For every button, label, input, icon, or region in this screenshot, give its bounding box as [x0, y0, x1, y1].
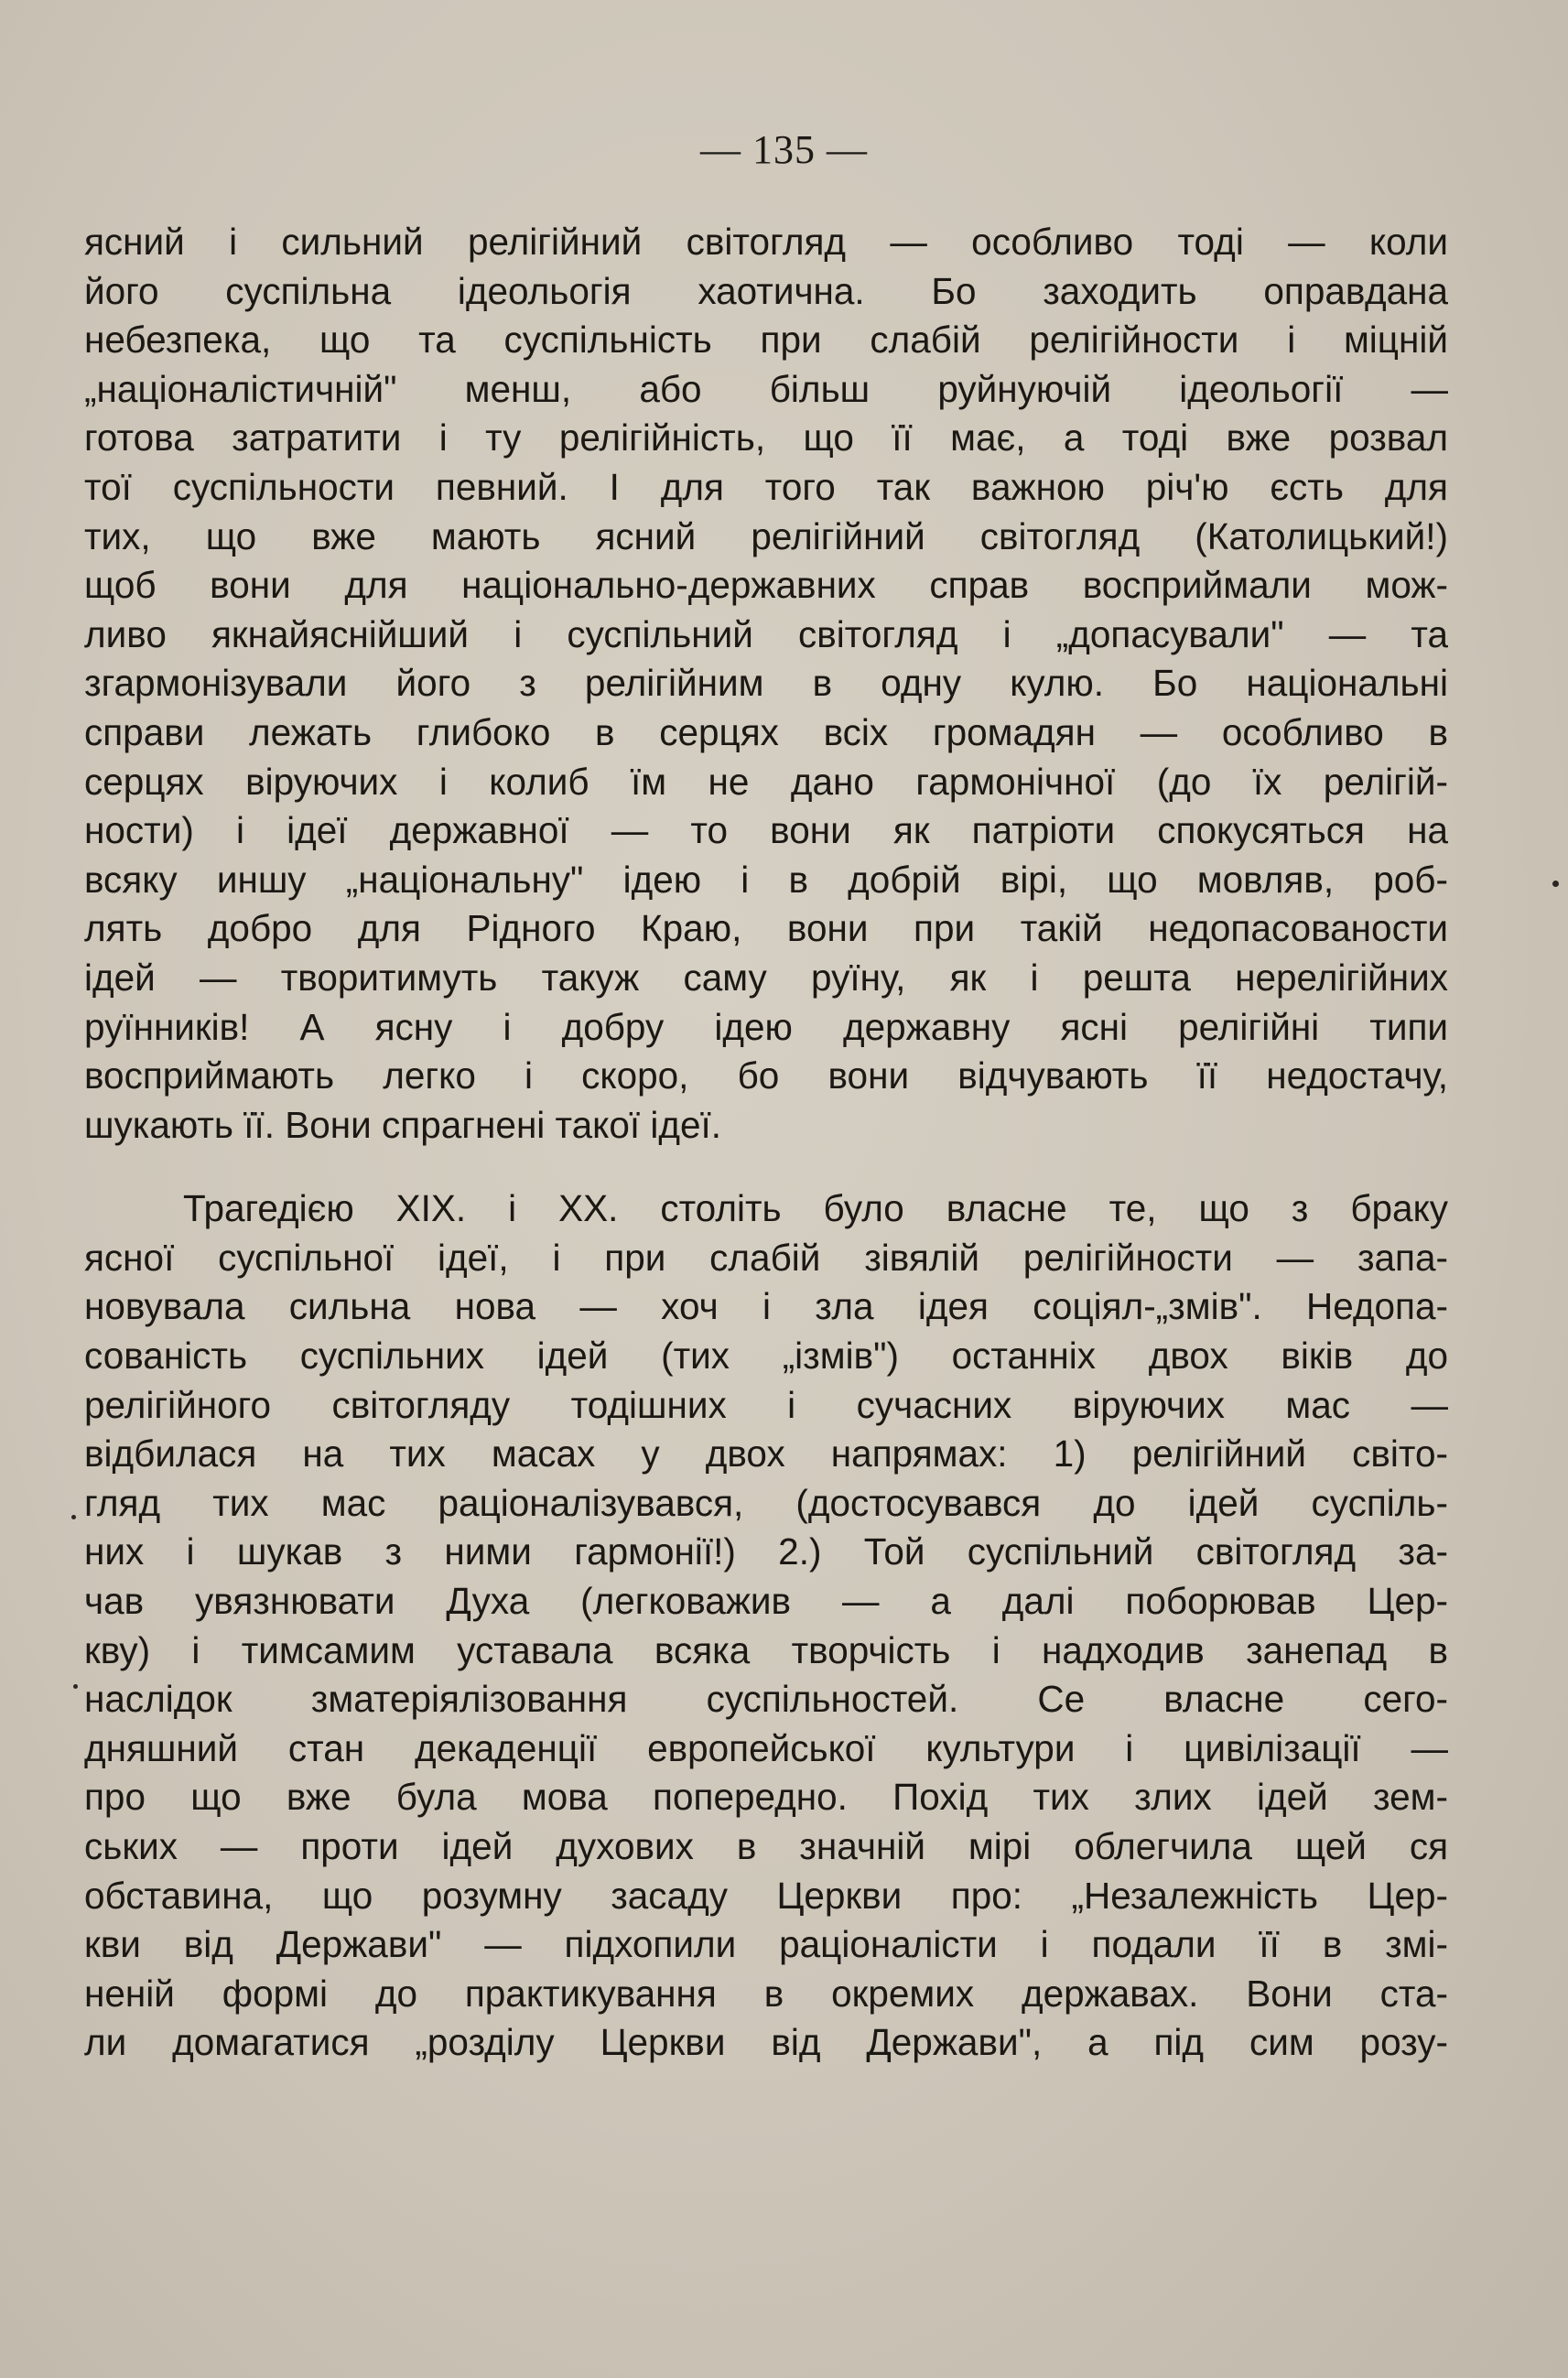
text-line: шукають її. Вони спрагнені такої ідеї. — [84, 1103, 722, 1146]
text-line: лять добро для Рідного Краю, вони при такій недопасованости — [84, 907, 1448, 950]
text-line: ясної суспільної ідеї, і при слабій зівялій релігійности — запа- — [84, 1236, 1448, 1279]
ink-speck — [73, 1684, 78, 1689]
text-line: ности) і ідеї державної — то вони як патріоти спокусяться на — [84, 809, 1448, 852]
paragraph-1 — [84, 218, 1448, 1150]
text-line: всяку иншу „національну" ідею і в добрій вірі, що мовляв, роб- — [84, 858, 1448, 901]
text-line: гляд тих мас раціоналізувався, (достосувався до ідей суспіль- — [84, 1481, 1448, 1524]
text-line: неній формі до практикування в окремих державах. Вони ста- — [84, 1972, 1448, 2015]
text-line: „націоналістичній" менш, або більш руйнуючій ідеольогії — — [84, 367, 1448, 410]
text-line: наслідок зматеріялізовання суспільностей. Се власне сего- — [84, 1678, 1448, 1721]
text-line: згармонізували його з релігійним в одну кулю. Бо національні — [84, 662, 1448, 705]
text-line: небезпека, що та суспільність при слабій релігійности і міцній — [84, 319, 1448, 362]
text-line: релігійного світогляду тодішних і сучасних віруючих мас — — [84, 1383, 1448, 1426]
text-line: новувала сильна нова — хоч і зла ідея соціял-„змів". Недопа- — [84, 1285, 1448, 1328]
text-line: восприймають легко і скоро, бо вони відчувають її недостачу, — [84, 1054, 1448, 1097]
text-line: щоб вони для національно-державних справ восприймали мож- — [84, 564, 1448, 607]
text-line: відбилася на тих масах у двох напрямах: 1) релігійний світо- — [84, 1432, 1448, 1475]
ink-speck — [71, 1515, 76, 1519]
text-line: ідей — творитимуть такуж саму руїну, як і решта нерелігійних — [84, 956, 1448, 999]
text-line: обставина, що розумну засаду Церкви про: „Незалежність Цер- — [84, 1874, 1448, 1917]
text-line: дняшний стан декаденції европейської культури і цивілізації — — [84, 1726, 1448, 1769]
paragraph-2 — [84, 1184, 1448, 2068]
text-line: серцях віруючих і колиб їм не дано гармонічної (до їх релігій- — [84, 760, 1448, 803]
body-text — [84, 218, 1448, 2068]
page-number: — 135 — — [700, 127, 868, 172]
text-line: тих, що вже мають ясний релігійний світогляд (Католицький!) — [84, 514, 1448, 557]
paragraph-gap — [84, 1150, 1448, 1184]
text-line: сованість суспільних ідей (тих „ізмів") останніх двох віків до — [84, 1335, 1448, 1378]
text-line: кви від Держави" — підхопили раціоналісти і подали її в змі- — [84, 1923, 1448, 1966]
text-line: руїнників! А ясну і добру ідею державну ясні релігійні типи — [84, 1005, 1448, 1048]
text-line: ливо якнайяснійший і суспільний світогляд і „допасували" — та — [84, 612, 1448, 655]
text-line: Трагедією XIX. і XX. століть було власне те, що з браку — [183, 1187, 1448, 1230]
text-line: його суспільна ідеольогія хаотична. Бо заходить оправдана — [84, 269, 1448, 312]
text-line: кву) і тимсамим уставала всяка творчість і надходив занепад в — [84, 1628, 1448, 1671]
text-line: готова затратити і ту релігійність, що її має, а тоді вже розвал — [84, 416, 1448, 459]
text-line: ясний і сильний релігійний світогляд — особливо тоді — коли — [84, 221, 1448, 263]
text-line: них і шукав з ними гармонії!) 2.) Той суспільний світогляд за- — [84, 1530, 1448, 1573]
text-line: чав увязнювати Духа (легковажив — а далі поборював Цер- — [84, 1580, 1448, 1623]
text-line: справи лежать глибоко в серцях всіх громадян — особливо в — [84, 710, 1448, 753]
text-line: ських — проти ідей духових в значній мірі облегчила щей ся — [84, 1825, 1448, 1867]
text-line: ли домагатися „розділу Церкви від Держави", а під сим розу- — [84, 2021, 1448, 2064]
text-line: тої суспільности певний. І для того так важною річ'ю єсть для — [84, 465, 1448, 508]
ink-speck — [1552, 881, 1559, 887]
text-line: про що вже була мова попередно. Похід тих злих ідей зем- — [84, 1776, 1448, 1819]
